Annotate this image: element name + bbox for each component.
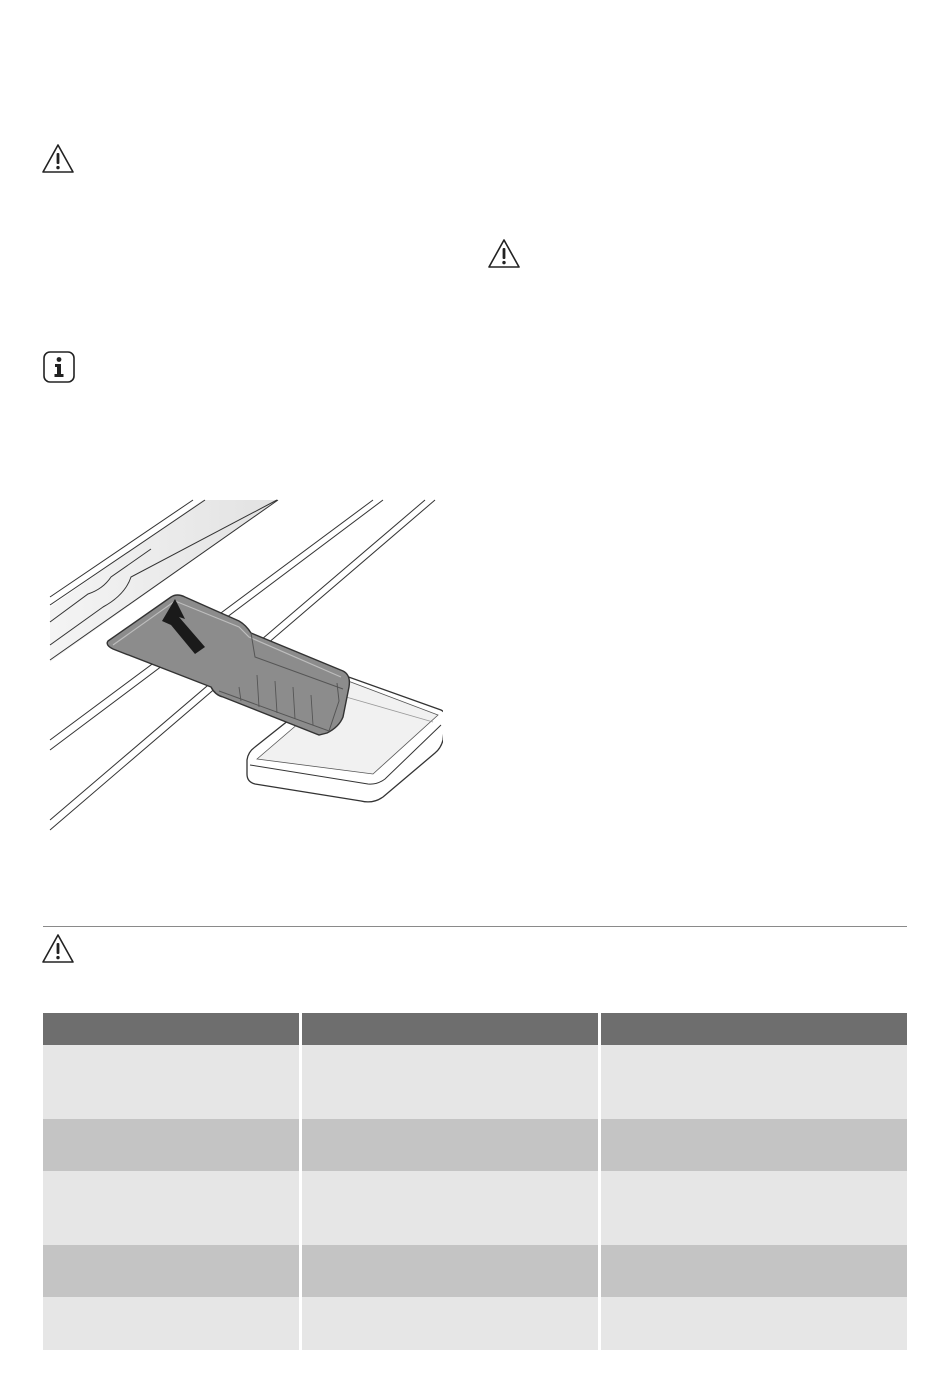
table-cell	[302, 1119, 598, 1171]
table-cell	[43, 1045, 299, 1119]
table-cell	[601, 1245, 907, 1297]
table-cell	[601, 1297, 907, 1350]
table-cell	[43, 1297, 299, 1350]
table-cell	[302, 1297, 598, 1350]
table-row	[43, 1171, 907, 1245]
header-problem	[43, 1013, 299, 1045]
defrost-drain-illustration	[43, 497, 443, 837]
table-cell	[601, 1171, 907, 1245]
troubleshooting-table	[40, 1013, 910, 1350]
header-possible-cause	[302, 1013, 598, 1045]
table-cell	[302, 1045, 598, 1119]
table-cell	[43, 1171, 299, 1245]
table-row	[43, 1045, 907, 1119]
table-cell	[43, 1245, 299, 1297]
info-icon	[43, 351, 75, 383]
warning-triangle-icon	[487, 238, 521, 270]
table-cell	[302, 1245, 598, 1297]
table-row	[43, 1119, 907, 1171]
table-row	[43, 1297, 907, 1350]
table-row	[43, 1245, 907, 1297]
table-cell	[601, 1045, 907, 1119]
section-divider	[43, 926, 907, 927]
warning-triangle-icon	[41, 143, 75, 175]
warning-triangle-icon	[41, 933, 75, 965]
table-cell	[43, 1119, 299, 1171]
table-cell	[601, 1119, 907, 1171]
header-solution	[601, 1013, 907, 1045]
table-header-row	[43, 1013, 907, 1045]
table-cell	[302, 1171, 598, 1245]
